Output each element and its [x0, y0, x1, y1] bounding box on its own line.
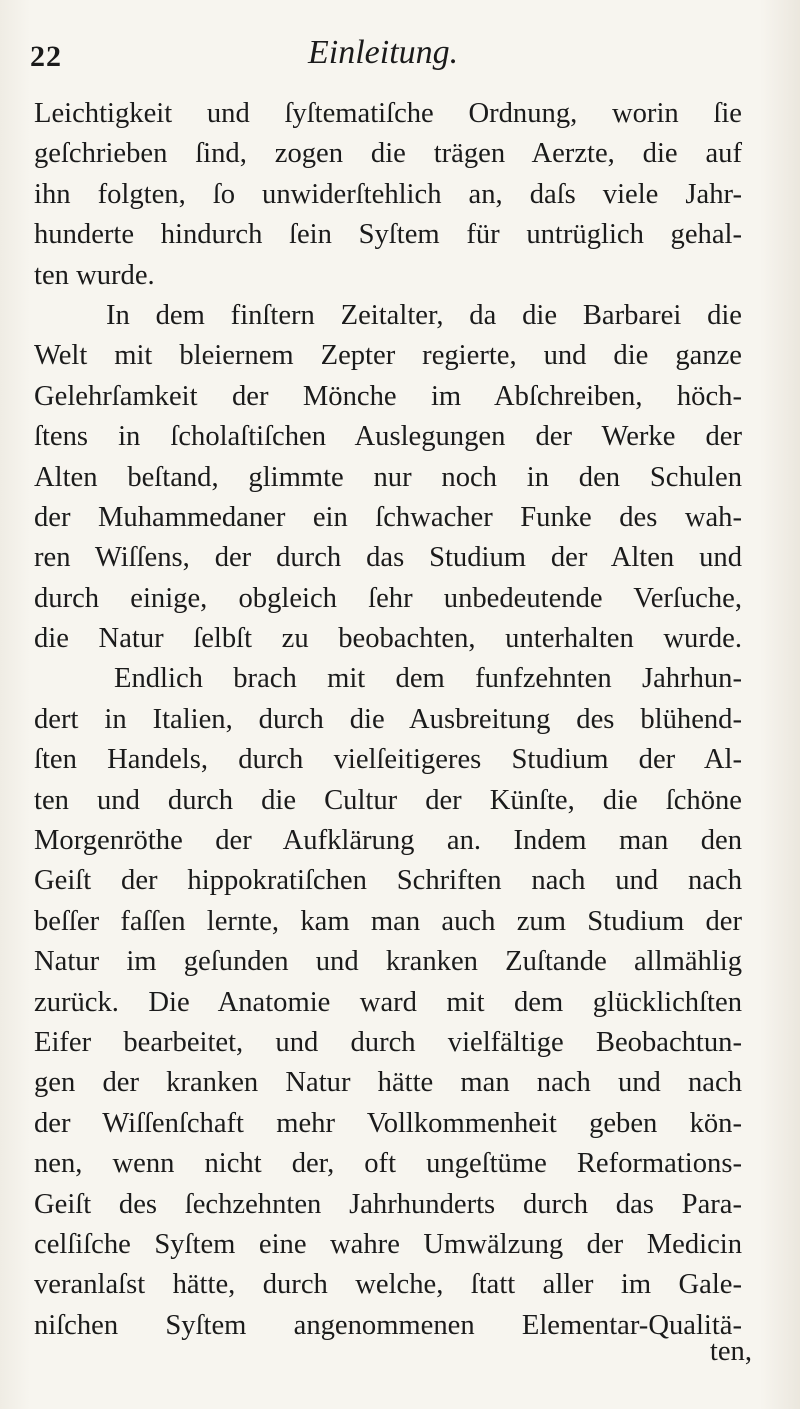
- text-line: beſſer faſſen lernte, kam man auch zum Studium der: [34, 905, 742, 937]
- text-line: ten wurde.: [34, 259, 155, 291]
- text-line: geſchrieben ſind, zogen die trägen Aerzte, die auf: [34, 138, 742, 170]
- text-line: der Wiſſenſchaft mehr Vollkommenheit geben kön-: [34, 1107, 742, 1139]
- text-line: Gelehrſamkeit der Mönche im Abſchreiben, höch-: [34, 380, 742, 412]
- running-head: Einleitung.: [308, 34, 459, 71]
- catchword: ten,: [709, 1336, 752, 1367]
- text-line: Alten beſtand, glimmte nur noch in den Schulen: [34, 461, 742, 493]
- text-line: hunderte hindurch ſein Syſtem für untrüglich gehal-: [34, 219, 742, 251]
- text-line: der Muhammedaner ein ſchwacher Funke des wah-: [34, 501, 742, 533]
- text-line: niſchen Syſtem angenommenen Elementar-Qualitä-: [34, 1309, 742, 1341]
- text-line: In dem finſtern Zeitalter, da die Barbarei die: [106, 299, 742, 331]
- text-line: ihn folgten, ſo unwiderſtehlich an, daſs viele Jahr-: [34, 178, 742, 210]
- text-line: Geiſt der hippokratiſchen Schriften nach und nach: [34, 865, 742, 897]
- text-line: Leichtigkeit und ſyſtematiſche Ordnung, worin ſie: [34, 98, 742, 129]
- text-line: Geiſt des ſechzehnten Jahrhunderts durch das Para-: [34, 1188, 742, 1220]
- text-line: ſten Handels, durch vielſeitigeres Studium der Al-: [34, 744, 742, 776]
- text-line: ten und durch die Cultur der Künſte, die ſchöne: [34, 784, 742, 816]
- text-line: gen der kranken Natur hätte man nach und nach: [34, 1067, 742, 1099]
- page-header: [30, 34, 750, 84]
- text-line: Endlich brach mit dem funfzehnten Jahrhun-: [114, 663, 742, 695]
- text-line: Eifer bearbeitet, und durch vielfältige Beobachtun-: [34, 1026, 742, 1058]
- text-line: nen, wenn nicht der, oft ungeſtüme Reformations-: [34, 1148, 742, 1180]
- text-line: Morgenröthe der Aufklärung an. Indem man den: [34, 825, 742, 857]
- text-line: celſiſche Syſtem eine wahre Umwälzung der Medicin: [34, 1228, 742, 1260]
- text-line: durch einige, obgleich ſehr unbedeutende Verſuche,: [34, 582, 742, 614]
- page-number: 22: [30, 40, 62, 73]
- text-line: die Natur ſelbſt zu beobachten, unterhalten wurde.: [34, 623, 742, 655]
- text-line: ſtens in ſcholaſtiſchen Auslegungen der Werke der: [34, 421, 742, 453]
- body-text: [34, 94, 742, 1346]
- text-line: Natur im geſunden und kranken Zuſtande allmählig: [34, 946, 742, 978]
- text-line: Welt mit bleiernem Zepter regierte, und die ganze: [34, 340, 742, 372]
- text-line: dert in Italien, durch die Ausbreitung des blühend-: [34, 703, 742, 735]
- text-line: veranlaſst hätte, durch welche, ſtatt aller im Gale-: [34, 1269, 742, 1301]
- text-line: zurück. Die Anatomie ward mit dem glücklichſten: [34, 986, 742, 1018]
- text-line: ren Wiſſens, der durch das Studium der Alten und: [34, 542, 742, 574]
